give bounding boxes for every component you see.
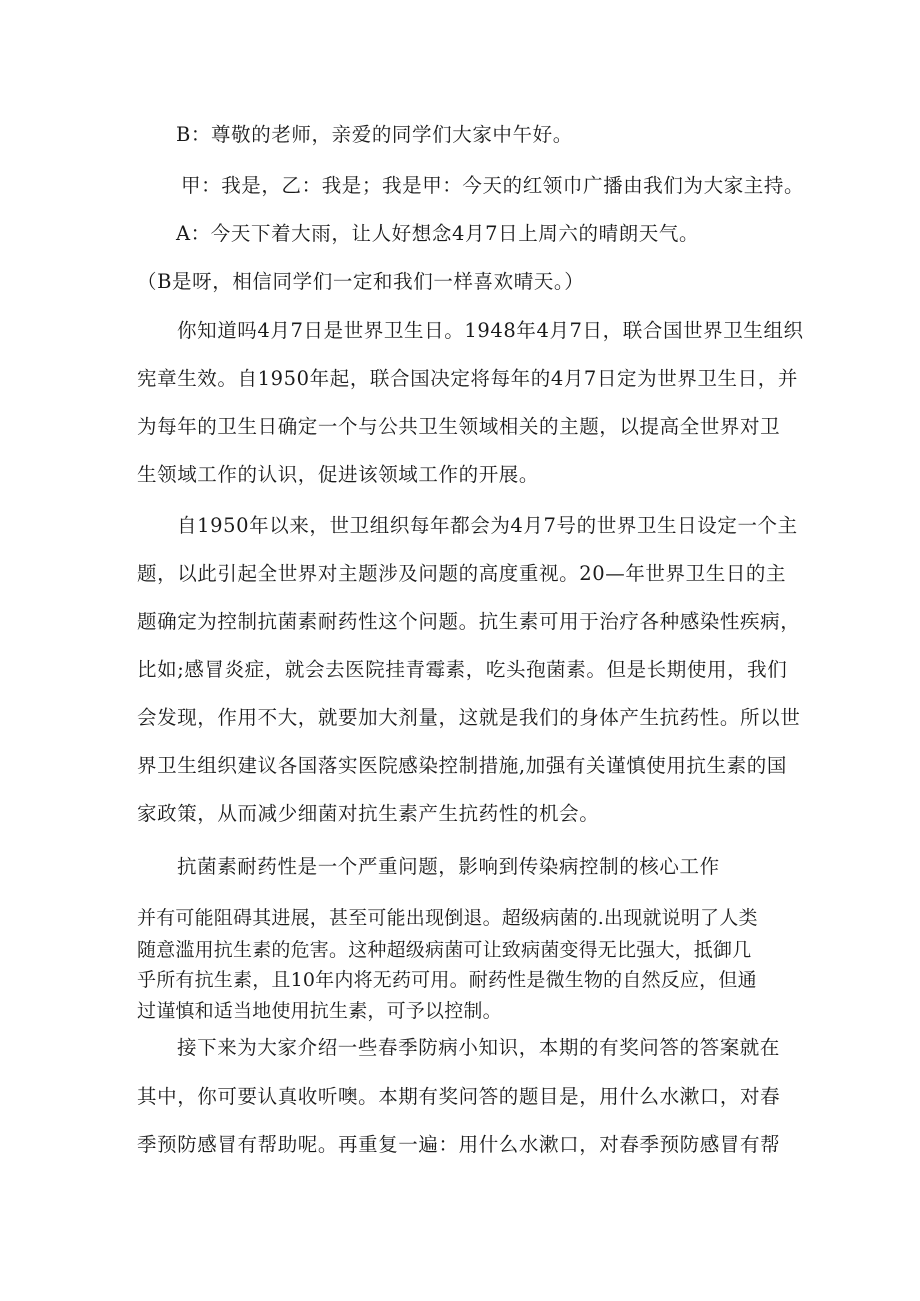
dialogue-line-b-greeting: B：尊敬的老师，亲爱的同学们大家中午好。 (176, 123, 573, 146)
paragraph-spring-quiz-line: 接下来为大家介绍一些春季防病小知识，本期的有奖问答的答案就在 (177, 1036, 781, 1059)
paragraph-world-health-day-line: 为每年的卫生日确定一个与公共卫生领域相关的主题，以提高全世界对卫 (137, 415, 781, 438)
paragraph-antibiotic-theme-line: 题，以此引起全世界对主题涉及问题的高度重视。20—年世界卫生日的主 (137, 562, 787, 585)
paragraph-superbug-line: 并有可能阻碍其进展，甚至可能出现倒退。超级病菌的.出现就说明了人类 (137, 907, 758, 929)
dialogue-line-hosts-intro: 甲：我是，乙：我是；我是甲：今天的红领巾广播由我们为大家主持。 (181, 174, 805, 197)
dialogue-line-b-sunny: （B是呀，相信同学们一定和我们一样喜欢晴天。） (137, 270, 585, 293)
paragraph-antibiotic-theme-line: 会发现，作用不大，就要加大剂量，这就是我们的身体产生抗药性。所以世 (137, 706, 801, 729)
paragraph-superbug-line: 乎所有抗生素，且10年内将无药可用。耐药性是微生物的自然反应，但通 (137, 969, 757, 991)
paragraph-antibiotic-theme-line: 家政策，从而减少细菌对抗生素产生抗药性的机会。 (137, 802, 600, 825)
paragraph-spring-quiz-line: 季预防感冒有帮助呢。再重复一遍：用什么水漱口，对春季预防感冒有帮 (137, 1133, 781, 1156)
paragraph-antibiotic-theme-line: 自1950年以来，世卫组织每年都会为4月7号的世界卫生日设定一个主 (177, 514, 798, 537)
paragraph-antibiotic-theme-line: 界卫生组织建议各国落实医院感染控制措施,加强有关谨慎使用抗生素的国 (137, 754, 787, 777)
paragraph-world-health-day-line: 你知道吗4月7日是世界卫生日。1948年4月7日，联合国世界卫生组织 (177, 319, 804, 342)
paragraph-world-health-day-line: 宪章生效。自1950年起，联合国决定将每年的4月7日定为世界卫生日，并 (137, 367, 798, 390)
paragraph-antibiotic-theme-line: 题确定为控制抗菌素耐药性这个问题。抗生素可用于治疗各种感染性疾病， (137, 610, 801, 633)
paragraph-superbug-line: 随意滥用抗生素的危害。这种超级病菌可让致病菌变得无比强大，抵御几 (137, 939, 752, 961)
paragraph-antibiotic-theme-line: 比如;感冒炎症，就会去医院挂青霉素，吃头孢菌素。但是长期使用，我们 (137, 658, 788, 681)
paragraph-spring-quiz-line: 其中，你可要认真收听噢。本期有奖问答的题目是，用什么水漱口，对春 (137, 1085, 781, 1108)
dialogue-line-a-weather: A：今天下着大雨，让人好想念4月7日上周六的晴朗天气。 (176, 222, 700, 245)
paragraph-resistance-line: 抗菌素耐药性是一个严重问题，影响到传染病控制的核心工作 (177, 855, 720, 878)
paragraph-superbug-line: 过谨慎和适当地使用抗生素，可予以控制。 (137, 1000, 502, 1022)
paragraph-world-health-day-line: 生领域工作的认识，促进该领域工作的开展。 (137, 463, 540, 486)
